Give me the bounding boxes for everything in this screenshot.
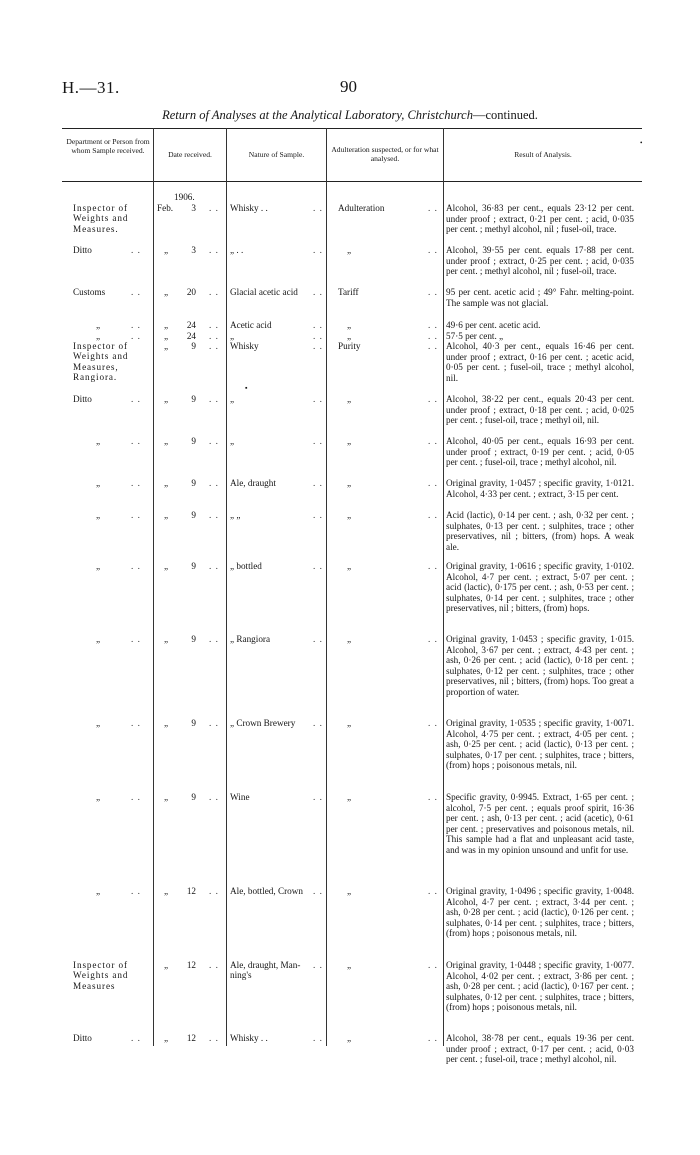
row-adulteration: „ <box>347 960 352 970</box>
row-result: Alcohol, 39·55 per cent. equals 17·88 per cent. under proof ; extract, 0·25 per cent. ; acid, 0·035 per cent. ; methyl alcohol, nil ; fusel-oil, trace. <box>446 245 634 277</box>
row-result: Alcohol, 38·22 per cent., equals 20·43 per cent. under proof ; extract, 0·18 per cent. ; acid, 0·025 per cent. ; fusel-oil, trace ; methyl oil, nil. <box>446 394 634 426</box>
leader-dots: . . <box>313 320 323 330</box>
row-department: Ditto <box>73 394 92 404</box>
row-month: „ <box>164 792 169 802</box>
leader-dots: . . <box>209 634 219 644</box>
row-department: „ <box>96 510 101 520</box>
row-result: Alcohol, 40·05 per cent., equals 16·93 per cent. under proof ; extract, 0·19 per cent. ; acid, 0·05 per cent. ; fusel-oil, trace ; methyl alcohol, nil. <box>446 436 634 468</box>
row-adulteration: „ <box>347 1033 352 1043</box>
leader-dots: . . <box>313 718 323 728</box>
row-department: Weights and <box>73 351 129 362</box>
leader-dots: . . <box>209 341 219 351</box>
row-month: „ <box>164 561 169 571</box>
row-result: 95 per cent. acetic acid ; 49° Fahr. melting-point. The sample was not glacial. <box>446 287 634 308</box>
leader-dots: . . <box>428 634 438 644</box>
leader-dots: . . <box>313 287 323 297</box>
row-nature: ning's <box>230 970 252 981</box>
leader-dots: . . <box>428 792 438 802</box>
row-nature: „ <box>230 331 235 341</box>
row-result: Original gravity, 1·0448 ; specific gravity, 1·0077. Alcohol, 4·02 per cent. ; extract, 3·86 per cent. ; ash, 0·28 per cent. ; acid (lactic), 0·167 per cent. ; sulphates, 0·12 per cent. ; sulphites, trace ; bitters, (from) hops ; poisonous metals, nil. <box>446 960 634 1013</box>
row-department: Inspector of <box>73 341 128 351</box>
leader-dots: . . <box>313 634 323 644</box>
row-month: „ <box>164 634 169 644</box>
row-month: „ <box>164 394 169 404</box>
leader-dots: . . <box>428 886 438 896</box>
row-adulteration: „ <box>347 331 352 341</box>
leader-dots: . . <box>313 792 323 802</box>
row-day: 9 <box>191 510 196 520</box>
leader-dots: . . <box>428 203 438 213</box>
leader-dots: . . <box>209 718 219 728</box>
row-nature: Ale, bottled, Crown <box>230 886 303 896</box>
row-adulteration: „ <box>347 478 352 488</box>
leader-dots: . . <box>209 394 219 404</box>
leader-dots: . . <box>209 478 219 488</box>
row-department: Measures, <box>73 361 119 372</box>
column-divider <box>153 128 154 1046</box>
document-title <box>0 108 700 123</box>
leader-dots: . . <box>131 245 141 255</box>
leader-dots: . . <box>428 341 438 351</box>
row-day: 9 <box>191 718 196 728</box>
leader-dots: . . <box>428 561 438 571</box>
row-day: 9 <box>191 341 196 351</box>
row-result: Original gravity, 1·0616 ; specific gravity, 1·0102. Alcohol, 4·7 per cent. ; extract, 5·07 per cent. ; acid (lactic), 0·175 per cent. ; ash, 0·53 per cent. ; sulphates, 0·14 per cent. ; sulphites, trace ; other preservatives, nil ; bitters, (from) hops. <box>446 561 634 614</box>
column-header-result: Result of Analysis. <box>514 150 572 159</box>
row-month: „ <box>164 341 169 351</box>
row-day: 12 <box>186 1033 196 1043</box>
leader-dots: . . <box>313 436 323 446</box>
column-header-dept: Department or Person from whom Sample received. <box>66 137 150 155</box>
leader-dots: . . <box>313 561 323 571</box>
title-italic: Return of Analyses at the Analytical Laboratory, Christchurch <box>162 108 473 122</box>
leader-dots: . . <box>209 203 219 213</box>
leader-dots: . . <box>313 341 323 351</box>
row-nature: „ . . <box>230 245 244 255</box>
row-month: „ <box>164 331 169 341</box>
row-nature: „ <box>230 394 235 404</box>
row-department: Ditto <box>73 245 92 255</box>
row-month: „ <box>164 245 169 255</box>
row-result: Alcohol, 36·83 per cent., equals 23·12 per cent. under proof ; extract, 0·21 per cent. ; acid, 0·035 per cent. ; methyl alcohol, nil ; fusel-oil, trace. <box>446 203 634 235</box>
row-nature: Ale, draught, Man- <box>230 960 301 970</box>
row-department: „ <box>96 886 101 896</box>
leader-dots: . . <box>313 510 323 520</box>
row-adulteration: „ <box>347 561 352 571</box>
row-month: „ <box>164 510 169 520</box>
row-nature: Glacial acetic acid <box>230 287 298 297</box>
leader-dots: . . <box>313 245 323 255</box>
row-nature: Ale, draught <box>230 478 276 488</box>
page-reference: H.—31. <box>62 78 120 97</box>
row-department: Customs <box>73 287 106 297</box>
row-adulteration: „ <box>347 718 352 728</box>
row-day: 9 <box>191 436 196 446</box>
row-department: „ <box>96 320 101 330</box>
leader-dots: . . <box>209 886 219 896</box>
row-adulteration: „ <box>347 320 352 330</box>
leader-dots: . . <box>209 561 219 571</box>
row-month: „ <box>164 478 169 488</box>
leader-dots: . . <box>428 287 438 297</box>
row-result: Alcohol, 38·78 per cent., equals 19·36 per cent. under proof ; extract, 0·17 per cent. ; acid, 0·03 per cent. ; fusel-oil, trace ; methyl alcohol, nil. <box>446 1033 634 1065</box>
column-divider <box>326 128 327 1046</box>
row-month: Feb. <box>157 203 174 213</box>
row-nature: Whisky . . <box>230 1033 268 1043</box>
leader-dots: . . <box>131 510 141 520</box>
row-day: 24 <box>186 320 196 330</box>
row-day: 9 <box>191 561 196 571</box>
row-department: „ <box>96 436 101 446</box>
leader-dots: . . <box>131 478 141 488</box>
row-result: Original gravity, 1·0453 ; specific gravity, 1·015. Alcohol, 3·67 per cent. ; extract, 4·43 per cent. ; ash, 0·26 per cent. ; acid (lactic), 0·18 per cent. ; sulphates, 0·12 per cent. ; sulphites, trace ; other preservatives, nil ; bitters, (from) hops. Too great a proportion of water. <box>446 634 634 697</box>
row-nature: „ <box>230 436 235 446</box>
row-adulteration: Adulteration <box>338 203 385 213</box>
row-day: 9 <box>191 394 196 404</box>
leader-dots: . . <box>428 718 438 728</box>
leader-dots: . . <box>209 960 219 970</box>
row-adulteration: „ <box>347 510 352 520</box>
year-label: 1906. <box>174 192 195 202</box>
title-suffix: —continued. <box>472 108 538 122</box>
row-month: „ <box>164 320 169 330</box>
row-day: 9 <box>191 478 196 488</box>
row-result: 57·5 per cent. „ <box>446 331 504 341</box>
margin-mark: • <box>640 139 643 147</box>
row-department: Measures. <box>73 223 119 234</box>
leader-dots: . . <box>131 718 141 728</box>
leader-dots: . . <box>131 394 141 404</box>
leader-dots: . . <box>428 320 438 330</box>
row-day: 20 <box>186 287 196 297</box>
leader-dots: . . <box>428 960 438 970</box>
row-result: Original gravity, 1·0496 ; specific gravity, 1·0048. Alcohol, 4·7 per cent. ; extract, 3·44 per cent. ; ash, 0·28 per cent. ; acid (lactic), 0·126 per cent. ; sulphates, 0·14 per cent. ; sulphites, trace ; bitters, (from) hops ; poisonous metals, nil. <box>446 886 634 939</box>
row-adulteration: „ <box>347 792 352 802</box>
row-department: Weights and <box>73 970 129 981</box>
leader-dots: . . <box>313 960 323 970</box>
column-divider <box>226 128 227 1046</box>
row-month: „ <box>164 960 169 970</box>
leader-dots: . . <box>313 478 323 488</box>
page-number: 90 <box>340 77 357 96</box>
row-department: Weights and <box>73 213 129 224</box>
row-month: „ <box>164 436 169 446</box>
row-day: 3 <box>191 245 196 255</box>
row-result: Acid (lactic), 0·14 per cent. ; ash, 0·32 per cent. ; sulphates, 0·13 per cent. ; sulphites, trace ; other preservatives, nil ; bitters, (from) hops. A weak ale. <box>446 510 634 552</box>
row-adulteration: Tariff <box>338 287 359 297</box>
row-nature: „ Rangiora <box>230 634 271 644</box>
row-nature: Wine <box>230 792 250 802</box>
row-day: 24 <box>186 331 196 341</box>
leader-dots: . . <box>209 510 219 520</box>
table-top-rule <box>62 128 642 129</box>
row-day: 9 <box>191 634 196 644</box>
row-department: „ <box>96 718 101 728</box>
row-department: Ditto <box>73 1033 92 1043</box>
leader-dots: . . <box>428 245 438 255</box>
row-day: 12 <box>186 886 196 896</box>
leader-dots: . . <box>313 886 323 896</box>
leader-dots: . . <box>131 331 141 341</box>
row-adulteration: „ <box>347 634 352 644</box>
row-nature: Whisky . . <box>230 203 268 213</box>
leader-dots: . . <box>209 331 219 341</box>
leader-dots: . . <box>428 331 438 341</box>
row-nature: Acetic acid <box>230 320 272 330</box>
row-adulteration: „ <box>347 436 352 446</box>
leader-dots: . . <box>131 436 141 446</box>
leader-dots: . . <box>131 287 141 297</box>
row-adulteration: „ <box>347 394 352 404</box>
row-department: Inspector of <box>73 960 128 970</box>
leader-dots: . . <box>428 1033 438 1043</box>
row-department: Rangiora. <box>73 372 118 383</box>
column-header-adulteration: Adulteration suspected, or for what analysed. <box>331 145 439 163</box>
leader-dots: . . <box>313 203 323 213</box>
row-adulteration: „ <box>347 886 352 896</box>
leader-dots: . . <box>209 245 219 255</box>
leader-dots: . . <box>209 1033 219 1043</box>
row-day: 12 <box>186 960 196 970</box>
leader-dots: . . <box>131 792 141 802</box>
leader-dots: . . <box>313 1033 323 1043</box>
row-department: „ <box>96 561 101 571</box>
row-result: 49·6 per cent. acetic acid. <box>446 320 541 330</box>
row-nature: „ Crown Brewery <box>230 718 296 728</box>
row-department: „ <box>96 331 101 341</box>
row-nature: „ „ <box>230 510 241 520</box>
row-nature: „ bottled <box>230 561 262 571</box>
leader-dots: . . <box>209 436 219 446</box>
row-day: 9 <box>191 792 196 802</box>
row-month: „ <box>164 287 169 297</box>
row-adulteration: „ <box>347 245 352 255</box>
row-nature: Whisky <box>230 341 259 351</box>
leader-dots: . . <box>428 436 438 446</box>
row-department: Inspector of <box>73 203 128 213</box>
row-department: „ <box>96 478 101 488</box>
column-divider <box>443 128 444 1046</box>
row-result: Specific gravity, 0·9945. Extract, 1·65 per cent. ; alcohol, 7·5 per cent. ; equals proof spirit, 16·36 per cent. ; ash, 0·13 per cent. ; acid (acetic), 0·61 per cent. ; preservatives and poisonous metals, nil. This sample had a flat and unpleasant acid taste, and was in my opinion unsound and unfit for use. <box>446 792 634 855</box>
leader-dots: . . <box>209 320 219 330</box>
row-month: „ <box>164 718 169 728</box>
leader-dots: . . <box>131 886 141 896</box>
leader-dots: . . <box>428 510 438 520</box>
row-department: „ <box>96 792 101 802</box>
row-day: 3 <box>191 203 196 213</box>
leader-dots: . . <box>209 792 219 802</box>
leader-dots: . . <box>428 478 438 488</box>
row-result: Original gravity, 1·0457 ; specific gravity, 1·0121. Alcohol, 4·33 per cent. ; extract, 3·15 per cent. <box>446 478 634 499</box>
leader-dots: . . <box>131 634 141 644</box>
leader-dots: . . <box>313 394 323 404</box>
leader-dots: . . <box>428 394 438 404</box>
row-result: Alcohol, 40·3 per cent., equals 16·46 per cent. under proof ; extract, 0·16 per cent. ; acetic acid, 0·05 per cent. ; fusel-oil, trace ; methyl alcohol, nil. <box>446 341 634 383</box>
leader-dots: . . <box>131 1033 141 1043</box>
header-bottom-rule <box>62 181 642 182</box>
row-adulteration: Purity <box>338 341 361 351</box>
row-department: „ <box>96 634 101 644</box>
leader-dots: . . <box>131 561 141 571</box>
leader-dots: . . <box>131 320 141 330</box>
column-header-date: Date received. <box>168 150 212 159</box>
leader-dots: . . <box>209 287 219 297</box>
row-month: „ <box>164 886 169 896</box>
row-result: Original gravity, 1·0535 ; specific gravity, 1·0071. Alcohol, 4·75 per cent. ; extract, 4·05 per cent. ; ash, 0·25 per cent. ; acid (lactic), 0·13 per cent. ; sulphates, 0·17 per cent. ; sulphites, trace ; bitters, (from) hops ; poisonous metals, nil. <box>446 718 634 771</box>
row-department: Measures <box>73 980 116 991</box>
leader-dots: . . <box>313 331 323 341</box>
column-header-nature: Nature of Sample. <box>248 150 305 159</box>
stray-mark: ▪ <box>245 384 248 392</box>
row-month: „ <box>164 1033 169 1043</box>
